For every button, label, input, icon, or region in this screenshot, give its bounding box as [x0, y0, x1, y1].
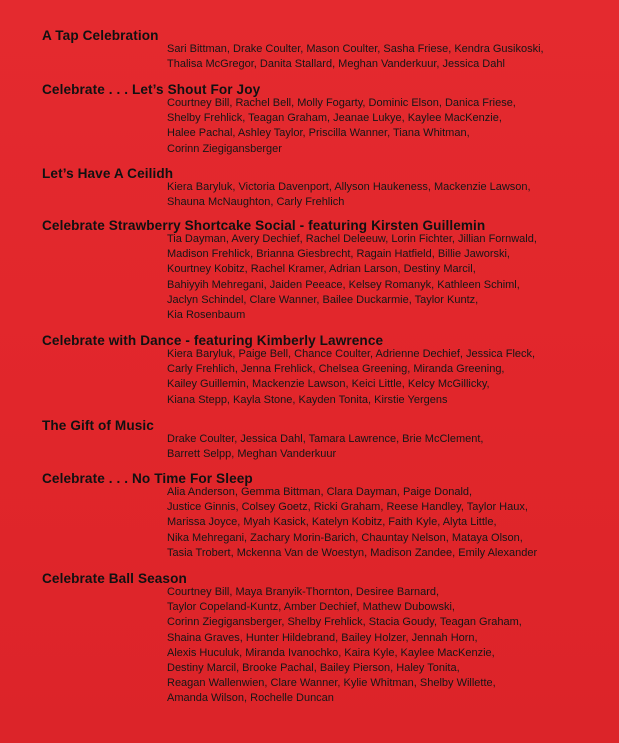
- performer-line: Halee Pachal, Ashley Taylor, Priscilla Wanner, Tiana Whitman,: [167, 127, 470, 140]
- section-title: Let’s Have A Ceilidh: [42, 166, 174, 181]
- performer-line: Kiera Baryluk, Victoria Davenport, Allyson Haukeness, Mackenzie Lawson,: [167, 181, 531, 193]
- performer-line: Shaina Graves, Hunter Hildebrand, Bailey Holzer, Jennah Horn,: [167, 631, 478, 644]
- performer-list: [167, 485, 602, 561]
- performer-line: Reagan Wallenwien, Clare Wanner, Kylie Whitman, Shelby Willette,: [167, 677, 496, 690]
- performer-line: Bahiyyih Mehregani, Jaiden Peeace, Kelsey Romanyk, Kathleen Schiml,: [167, 278, 520, 291]
- performer-line: Shelby Frehlick, Teagan Graham, Jeanae Lukye, Kaylee MacKenzie,: [167, 112, 502, 125]
- performer-list: [167, 432, 602, 462]
- performer-line: Kailey Guillemin, Mackenzie Lawson, Keici Little, Kelcy McGillicky,: [167, 378, 490, 391]
- section-title: The Gift of Music: [42, 418, 154, 433]
- performer-line: Taylor Copeland-Kuntz, Amber Dechief, Mathew Dubowski,: [167, 601, 455, 614]
- section-the-gift-of-music: [42, 417, 602, 462]
- section-title: Celebrate with Dance - featuring Kimberly Lawrence: [42, 333, 384, 348]
- performer-list: [167, 96, 602, 157]
- performer-line: Sari Bittman, Drake Coulter, Mason Coulter, Sasha Friese, Kendra Gusikoski,: [167, 43, 544, 55]
- performer-line: Nika Mehregani, Zachary Morin-Barich, Chauntay Nelson, Mataya Olson,: [167, 531, 523, 544]
- section-lets-have-a-ceilidh: [42, 165, 602, 210]
- performer-line: Drake Coulter, Jessica Dahl, Tamara Lawrence, Brie McClement,: [167, 433, 484, 445]
- performer-line: Kiana Stepp, Kayla Stone, Kayden Tonita, Kirstie Yergens: [167, 393, 448, 406]
- performer-line: Destiny Marcil, Brooke Pachal, Bailey Pierson, Haley Tonita,: [167, 661, 460, 674]
- performer-list: [167, 232, 602, 323]
- performer-list: [167, 180, 602, 210]
- section-title: Celebrate Strawberry Shortcake Social - featuring Kirsten Guillemin: [42, 218, 486, 233]
- performer-line: Madison Frehlick, Brianna Giesbrecht, Ragain Hatfield, Billie Jaworski,: [167, 248, 510, 261]
- performer-line: Tasia Trobert, Mckenna Van de Woestyn, Madison Zandee, Emily Alexander: [167, 546, 538, 559]
- performer-line: Kiera Baryluk, Paige Bell, Chance Coulter, Adrienne Dechief, Jessica Fleck,: [167, 348, 536, 360]
- section-no-time-for-sleep: [42, 470, 602, 561]
- section-strawberry-shortcake-social: [42, 217, 602, 323]
- performer-line: Corinn Ziegigansberger, Shelby Frehlick, Stacia Goudy, Teagan Graham,: [167, 616, 522, 629]
- performer-list: [167, 42, 602, 72]
- performer-line: Kia Rosenbaum: [167, 308, 246, 321]
- section-a-tap-celebration: [42, 27, 602, 72]
- performer-line: Courtney Bill, Maya Branyik-Thornton, Desiree Barnard,: [167, 586, 440, 598]
- performer-line: Justice Ginnis, Colsey Goetz, Ricki Graham, Reese Handley, Taylor Haux,: [167, 501, 528, 514]
- section-lets-shout-for-joy: [42, 81, 602, 157]
- performer-line: Alia Anderson, Gemma Bittman, Clara Dayman, Paige Donald,: [167, 486, 473, 498]
- section-title: Celebrate . . . Let’s Shout For Joy: [42, 82, 261, 97]
- section-title: A Tap Celebration: [42, 28, 159, 43]
- performer-line: Thalisa McGregor, Danita Stallard, Meghan Vanderkuur, Jessica Dahl: [167, 58, 505, 71]
- performer-line: Shauna McNaughton, Carly Frehlich: [167, 196, 345, 209]
- performer-line: Jaclyn Schindel, Clare Wanner, Bailee Duckarmie, Taylor Kuntz,: [167, 293, 479, 306]
- performer-line: Alexis Huculuk, Miranda Ivanochko, Kaira Kyle, Kaylee MacKenzie,: [167, 646, 495, 659]
- section-celebrate-ball-season: [42, 570, 602, 707]
- performer-line: Courtney Bill, Rachel Bell, Molly Fogarty, Dominic Elson, Danica Friese,: [167, 97, 516, 109]
- performer-list: [167, 347, 602, 408]
- performer-line: Marissa Joyce, Myah Kasick, Katelyn Kobitz, Faith Kyle, Alyta Little,: [167, 516, 497, 529]
- performer-list: [167, 585, 602, 707]
- section-title: Celebrate . . . No Time For Sleep: [42, 471, 253, 486]
- performer-line: Corinn Ziegigansberger: [167, 142, 282, 155]
- performer-line: Barrett Selpp, Meghan Vanderkuur: [167, 448, 337, 461]
- performer-line: Tia Dayman, Avery Dechief, Rachel Deleeuw, Lorin Fichter, Jillian Fornwald,: [167, 233, 537, 245]
- section-celebrate-with-dance: [42, 332, 602, 408]
- performer-line: Amanda Wilson, Rochelle Duncan: [167, 692, 334, 705]
- performer-line: Kourtney Kobitz, Rachel Kramer, Adrian Larson, Destiny Marcil,: [167, 263, 476, 276]
- section-title: Celebrate Ball Season: [42, 571, 187, 586]
- performer-line: Carly Frehlich, Jenna Frehlick, Chelsea Greening, Miranda Greening,: [167, 363, 505, 376]
